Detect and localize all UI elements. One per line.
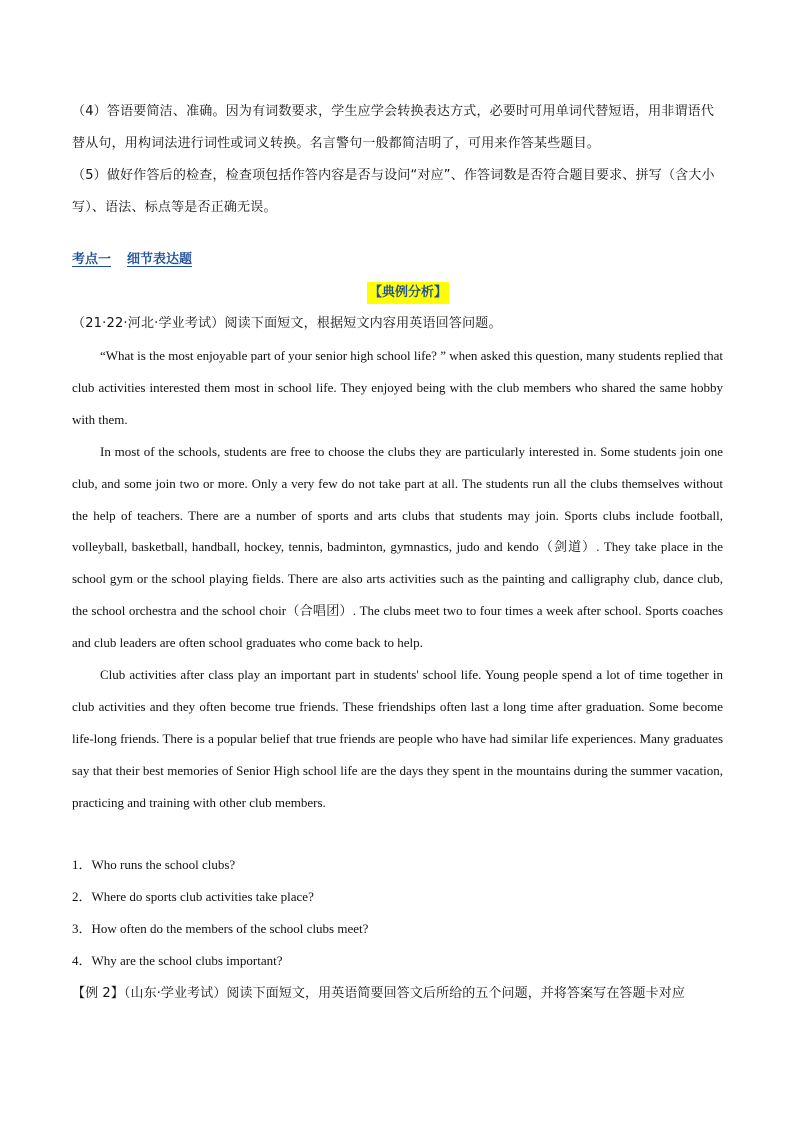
example2-instruction: 【例 2】（山东·学业考试）阅读下面短文，用英语简要回答文后所给的五个问题，并将答案写在答题卡对应 xyxy=(72,986,685,1001)
tip-item-5: （5）做好作答后的检查，检查项包括作答内容是否与设问“对应”、作答词数是否符合题目要求、拼写（含大小写）、语法、标点等是否正确无误。 xyxy=(72,168,715,215)
example-heading: 【典例分析】 xyxy=(367,282,449,304)
question-item: 2．Where do sports club activities take place? xyxy=(72,889,314,904)
passage-paragraph: In most of the schools, students are free to choose the clubs they are particularly interested in. Some students join one club, and some join two or more. Only a very few do not take part at all. The students run all the clubs themselves without the help of teachers. There are a number of sports and arts clubs that students may join. Sports clubs include football, volleyball, basketball, handball, hockey, tennis, badminton, gymnastics, judo and kendo（剑道）. They take place in the school gym or the school playing fields. There are also arts activities such as the painting and calligraphy club, dance club, the school orchestra and the school choir（合唱团）. The clubs meet two to four times a week after school. Sports coaches and club leaders are often school graduates who come back to help. xyxy=(72,443,723,651)
section-label: 考点一 xyxy=(72,252,112,267)
question-item: 3．How often do the members of the school clubs meet? xyxy=(72,921,369,936)
section-heading xyxy=(72,247,192,273)
section-title: 细节表达题 xyxy=(127,252,193,267)
question-item: 1．Who runs the school clubs? xyxy=(72,857,236,872)
example-heading-row xyxy=(0,281,794,304)
question-item: 4．Why are the school clubs important? xyxy=(72,953,283,968)
tip-item-4: （4）答语要简洁、准确。因为有词数要求，学生应学会转换表达方式，必要时可用单词代替短语，用非谓语代替从句，用构词法进行词性或词义转换。名言警句一般都简洁明了，可用来作答某些题目。 xyxy=(72,104,715,151)
reading-passage xyxy=(72,340,723,819)
passage-paragraph: Club activities after class play an important part in students' school life. Young people spend a lot of time together in club activities and they often become true friends. These friendships often last a long time after graduation. Some become life-long friends. There is a popular belief that true friends are people who have had similar life experiences. Many graduates say that their best memories of Senior High school life are the days they spent in the mountains during the summer vacation, practicing and training with other club members. xyxy=(72,667,723,810)
example1-instruction: （21·22·河北·学业考试）阅读下面短文，根据短文内容用英语回答问题。 xyxy=(72,316,502,331)
question-list xyxy=(72,849,724,977)
passage-paragraph: “What is the most enjoyable part of your senior high school life? ” when asked this question, many students replied that club activities interested them most in school life. They enjoyed being with the club members who shared the same hobby with them. xyxy=(72,348,723,427)
